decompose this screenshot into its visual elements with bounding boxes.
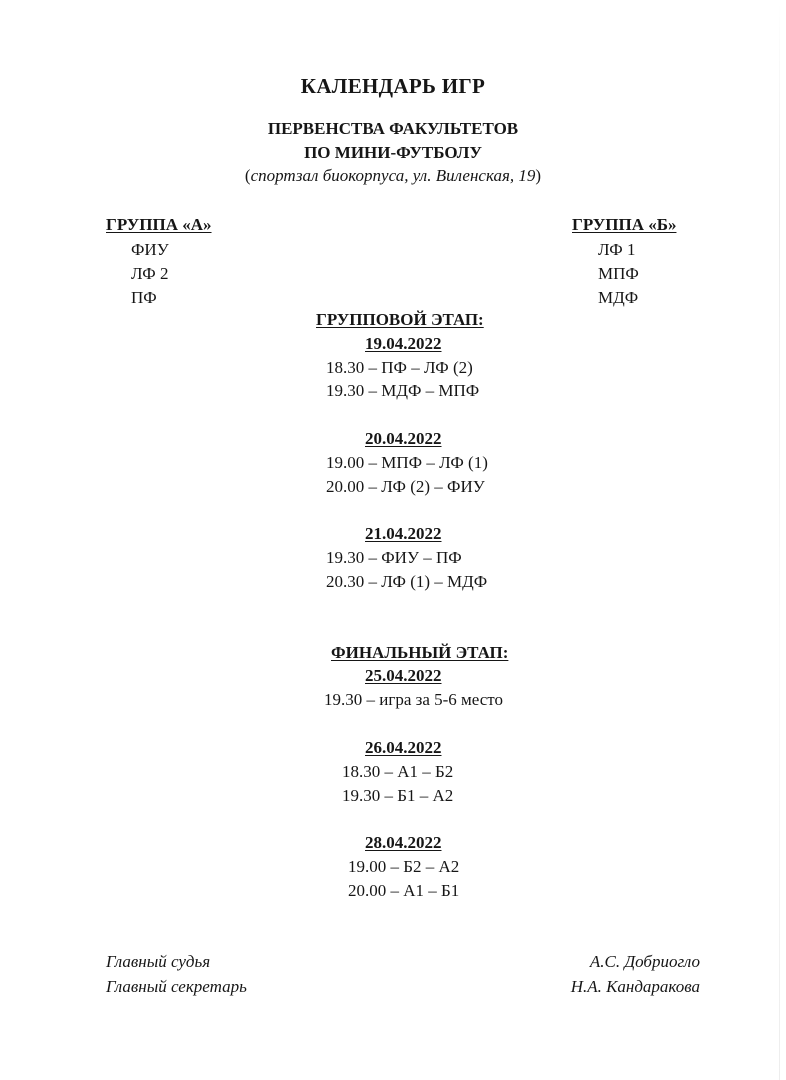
final-stage-title: ФИНАЛЬНЫЙ ЭТАП: <box>331 643 509 662</box>
chief-secretary-name: Н.А. Кандаракова <box>570 977 700 996</box>
match-entry: 18.30 – ПФ – ЛФ (2) <box>326 358 473 377</box>
match-day-date: 25.04.2022 <box>365 666 442 685</box>
group-a-team: ЛФ 2 <box>131 264 169 283</box>
venue-open-paren: ( <box>244 166 251 185</box>
match-entry: 19.30 – игра за 5-6 место <box>324 690 504 709</box>
match-entry: 20.00 – А1 – Б1 <box>348 881 460 900</box>
chief-referee-role: Главный судья <box>106 952 211 971</box>
group-b-team: МДФ <box>598 288 639 307</box>
match-day-date: 26.04.2022 <box>365 738 442 757</box>
match-entry: 19.30 – Б1 – А2 <box>342 786 454 805</box>
chief-referee-name: А.С. Добриогло <box>589 952 700 971</box>
scan-edge-line <box>779 0 780 1080</box>
group-b-team: МПФ <box>598 264 639 283</box>
venue-text: спортзал биокорпуса, ул. Виленская, 19 <box>250 166 536 185</box>
document-subtitle-line1: ПЕРВЕНСТВА ФАКУЛЬТЕТОВ <box>267 119 519 138</box>
match-entry: 20.30 – ЛФ (1) – МДФ <box>326 572 488 591</box>
match-entry: 19.00 – МПФ – ЛФ (1) <box>326 453 488 472</box>
chief-secretary-role: Главный секретарь <box>106 977 247 996</box>
match-day-date: 28.04.2022 <box>365 833 442 852</box>
group-a-title: ГРУППА «А» <box>106 215 212 234</box>
match-day-date: 20.04.2022 <box>365 429 442 448</box>
group-a-team: ФИУ <box>131 240 169 259</box>
match-entry: 18.30 – А1 – Б2 <box>342 762 454 781</box>
match-entry: 19.00 – Б2 – А2 <box>348 857 460 876</box>
group-b-title: ГРУППА «Б» <box>572 215 677 234</box>
match-entry: 19.30 – МДФ – МПФ <box>326 381 480 400</box>
document-title: КАЛЕНДАРЬ ИГР <box>300 74 486 98</box>
group-stage-title: ГРУППОВОЙ ЭТАП: <box>316 310 484 329</box>
group-a-team: ПФ <box>131 288 157 307</box>
venue-line <box>0 166 786 186</box>
group-b-team: ЛФ 1 <box>598 240 636 259</box>
venue-close-paren: ) <box>535 166 542 185</box>
match-entry: 19.30 – ФИУ – ПФ <box>326 548 462 567</box>
document-subtitle-line2: ПО МИНИ-ФУТБОЛУ <box>304 143 482 162</box>
match-day-date: 21.04.2022 <box>365 524 442 543</box>
match-day-date: 19.04.2022 <box>365 334 442 353</box>
match-entry: 20.00 – ЛФ (2) – ФИУ <box>326 477 485 496</box>
